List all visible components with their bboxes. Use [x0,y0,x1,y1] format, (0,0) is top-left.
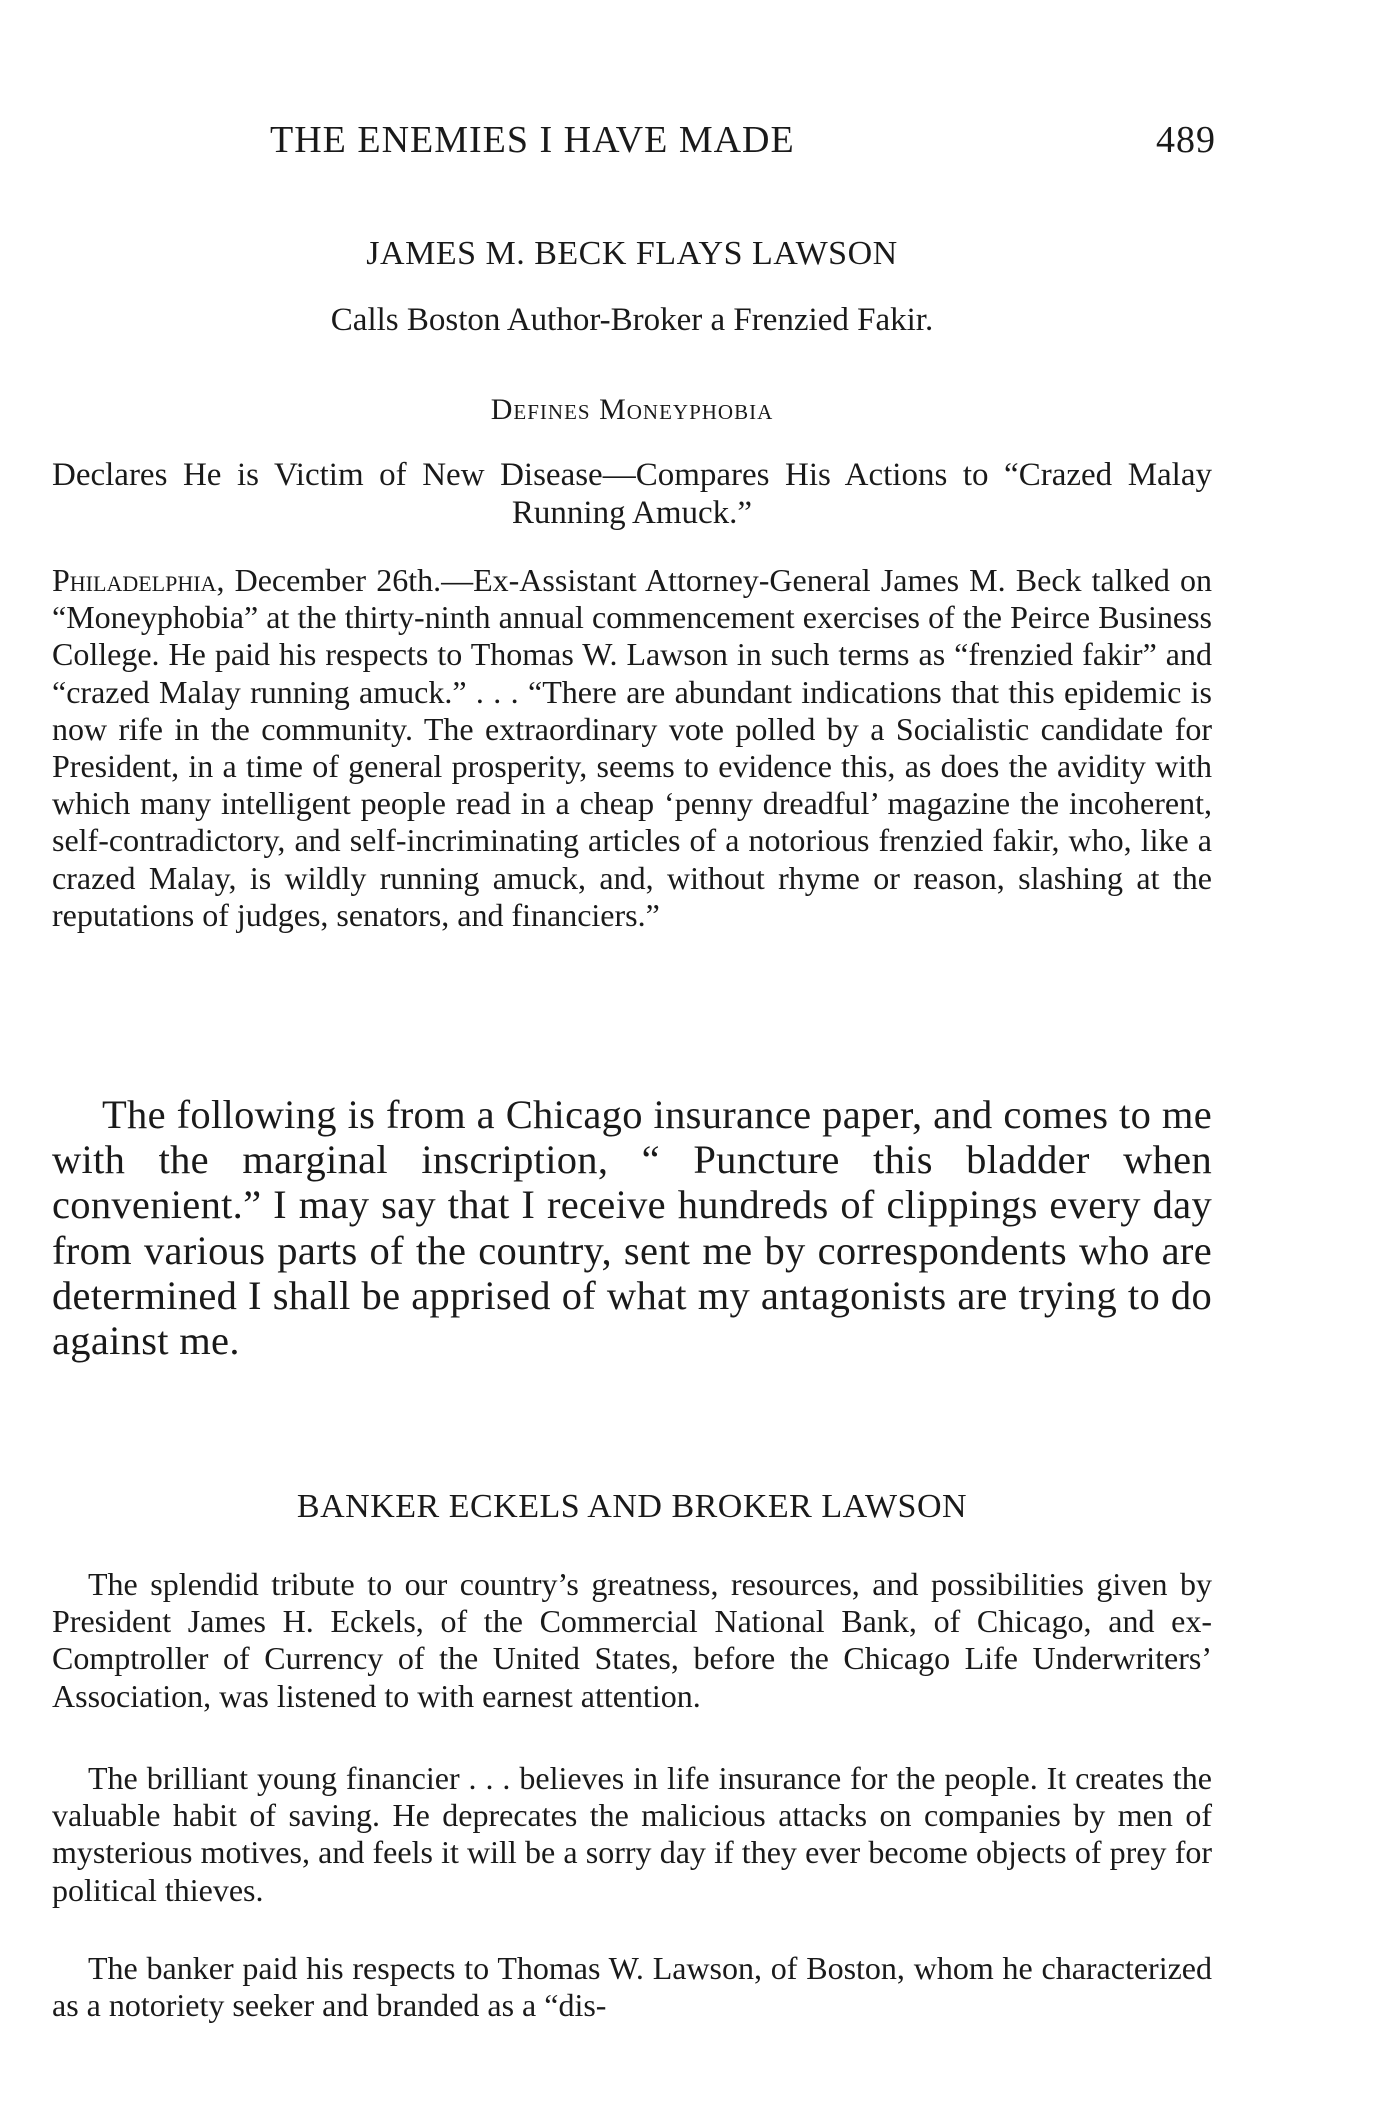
article-deck-beck: Declares He is Victim of New Disease—Compares His Actions to “Crazed Malay Running Amuck.” [52,457,1212,531]
section-head-moneyphobia: Defines Moneyphobia [490,393,774,426]
article-body-beck [52,562,1212,934]
author-paragraph: The following is from a Chicago insurance paper, and comes to me with the marginal inscription, “ Puncture this bladder when convenient.” I may say that I receive hundreds of clippings every day from various parts of the country, sent me by correspondents who are determined I shall be apprised of what my antagonists are trying to do against me. [52,1092,1212,1364]
eckels-paragraph-1: The splendid tribute to our country’s greatness, resources, and possibilities given by President James H. Eckels, of the Commercial National Bank, of Chicago, and ex-Comptroller of Currency of the United States, before the Chicago Life Underwriters’ Association, was listened to with earnest attention. [52,1566,1212,1714]
article-headline-eckels: BANKER ECKELS AND BROKER LAWSON [296,1488,968,1525]
article-subhead-beck: Calls Boston Author-Broker a Frenzied Fakir. [330,302,934,338]
running-head [270,118,1216,168]
eckels-paragraph-2: The brilliant young financier . . . believes in life insurance for the people. It creates the valuable habit of saving. He deprecates the malicious attacks on companies by men of mysterious motives, and feels it will be a sorry day if they ever become objects of prey for political thieves. [52,1760,1212,1908]
article-headline-beck: JAMES M. BECK FLAYS LAWSON [366,235,898,272]
article-body-beck-text: December 26th.—Ex-Assistant Attorney-General James M. Beck talked on “Moneyphobia” at the thirty-ninth annual commencement exercises of the Peirce Business College. He paid his respects to Thomas W. Lawson in such terms as “frenzied fakir” and “crazed Malay running amuck.” . . . “There are abundant indications that this epidemic is now rife in the community. The extraordinary vote polled by a Socialistic candidate for President, in a time of general prosperity, seems to evidence this, as does the avidity with which many intelligent people read in a cheap ‘penny dreadful’ magazine the incoherent, self-contradictory, and self-incriminating articles of a notorious frenzied fakir, who, like a crazed Malay, is wildly running amuck, and, without rhyme or reason, slashing at the reputations of judges, senators, and financiers.” [52,562,1212,933]
running-title: THE ENEMIES I HAVE MADE [270,119,795,161]
dateline: Philadelphia, [52,562,225,598]
eckels-paragraph-3: The banker paid his respects to Thomas W. Lawson, of Boston, whom he characterized as a notoriety seeker and branded as a “dis- [52,1950,1212,2024]
page-number: 489 [1156,119,1216,161]
